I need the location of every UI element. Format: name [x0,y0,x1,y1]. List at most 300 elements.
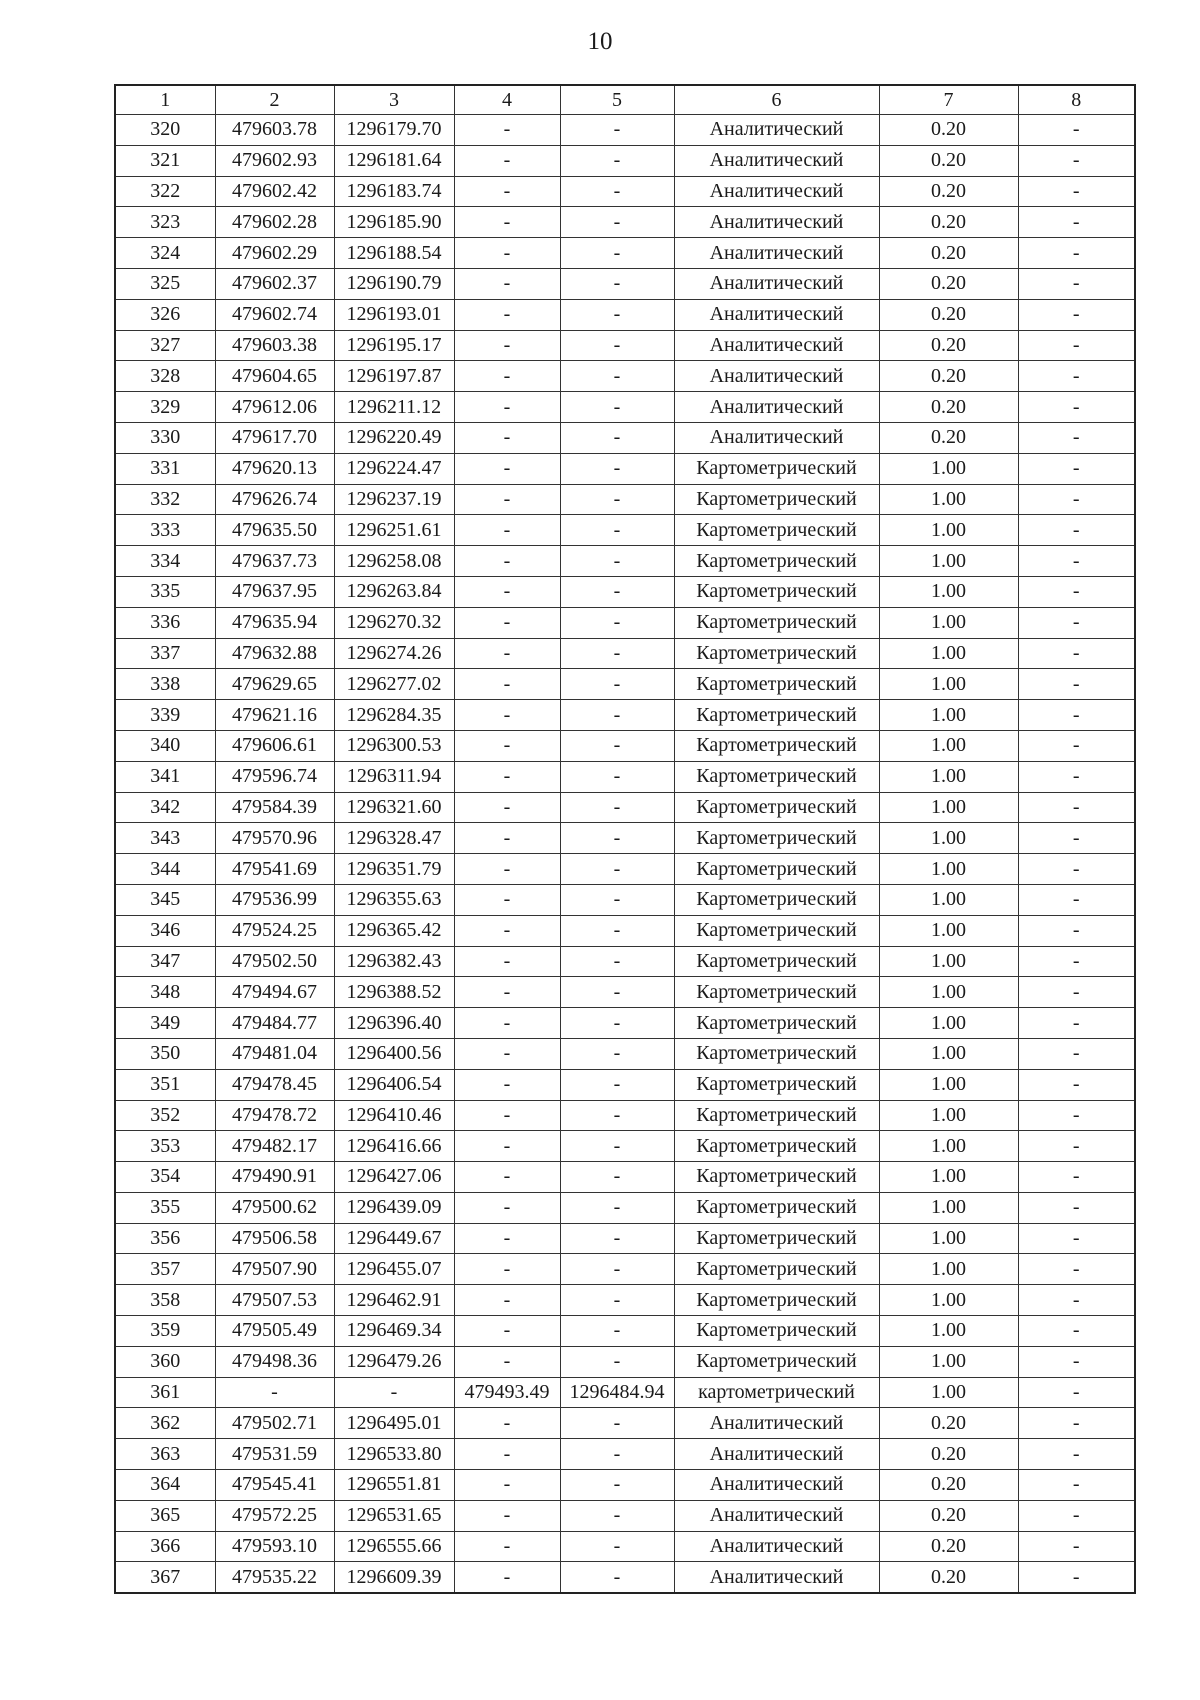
x-new-cell: - [454,1162,560,1193]
x-new-cell: - [454,1069,560,1100]
y-new-cell: - [560,1192,674,1223]
x-coordinate-cell: 479637.95 [215,576,334,607]
x-new-cell: - [454,823,560,854]
y-new-cell: - [560,700,674,731]
description-cell: - [1018,1531,1135,1562]
description-cell: - [1018,330,1135,361]
point-number-cell: 367 [115,1562,215,1593]
accuracy-cell: 1.00 [879,638,1018,669]
x-coordinate-cell: 479507.90 [215,1254,334,1285]
table-row [115,638,1135,669]
x-coordinate-cell: 479602.37 [215,268,334,299]
y-new-cell: - [560,823,674,854]
method-cell: Картометрический [674,453,879,484]
method-cell: картометрический [674,1377,879,1408]
point-number-cell: 347 [115,946,215,977]
method-cell: Аналитический [674,422,879,453]
accuracy-cell: 0.20 [879,1439,1018,1470]
x-new-cell: 479493.49 [454,1377,560,1408]
table-row [115,823,1135,854]
table-row [115,1377,1135,1408]
point-number-cell: 354 [115,1162,215,1193]
point-number-cell: 334 [115,546,215,577]
method-cell: Картометрический [674,761,879,792]
y-new-cell: - [560,884,674,915]
description-cell: - [1018,669,1135,700]
x-new-cell: - [454,884,560,915]
y-coordinate-cell: 1296427.06 [334,1162,454,1193]
table-row [115,207,1135,238]
x-new-cell: - [454,268,560,299]
description-cell: - [1018,946,1135,977]
x-new-cell: - [454,669,560,700]
point-number-cell: 353 [115,1131,215,1162]
y-coordinate-cell: 1296609.39 [334,1562,454,1593]
table-row [115,1346,1135,1377]
x-coordinate-cell: 479635.94 [215,607,334,638]
accuracy-cell: 1.00 [879,1100,1018,1131]
x-new-cell: - [454,1192,560,1223]
y-coordinate-cell: 1296351.79 [334,854,454,885]
method-cell: Картометрический [674,1131,879,1162]
accuracy-cell: 1.00 [879,453,1018,484]
y-coordinate-cell: 1296382.43 [334,946,454,977]
y-coordinate-cell: 1296193.01 [334,299,454,330]
description-cell: - [1018,453,1135,484]
table-row [115,1408,1135,1439]
x-new-cell: - [454,145,560,176]
y-coordinate-cell: 1296251.61 [334,515,454,546]
x-new-cell: - [454,700,560,731]
method-cell: Картометрический [674,1285,879,1316]
x-new-cell: - [454,1038,560,1069]
y-coordinate-cell: 1296185.90 [334,207,454,238]
description-cell: - [1018,1439,1135,1470]
description-cell: - [1018,207,1135,238]
x-new-cell: - [454,361,560,392]
y-new-cell: - [560,1069,674,1100]
description-cell: - [1018,115,1135,146]
y-new-cell: - [560,268,674,299]
method-cell: Аналитический [674,1408,879,1439]
y-coordinate-cell: 1296274.26 [334,638,454,669]
x-coordinate-cell: - [215,1377,334,1408]
accuracy-cell: 1.00 [879,700,1018,731]
y-new-cell: - [560,915,674,946]
accuracy-cell: 0.20 [879,330,1018,361]
y-new-cell: - [560,854,674,885]
coordinates-table [114,84,1136,1594]
y-coordinate-cell: 1296495.01 [334,1408,454,1439]
x-new-cell: - [454,730,560,761]
table-row [115,299,1135,330]
x-coordinate-cell: 479502.50 [215,946,334,977]
method-cell: Картометрический [674,700,879,731]
y-coordinate-cell: 1296284.35 [334,700,454,731]
description-cell: - [1018,1192,1135,1223]
method-cell: Аналитический [674,1562,879,1593]
method-cell: Картометрический [674,669,879,700]
y-coordinate-cell: 1296237.19 [334,484,454,515]
x-coordinate-cell: 479498.36 [215,1346,334,1377]
y-new-cell: - [560,299,674,330]
description-cell: - [1018,1254,1135,1285]
table-row [115,1162,1135,1193]
point-number-cell: 328 [115,361,215,392]
table-row [115,1100,1135,1131]
method-cell: Картометрический [674,1069,879,1100]
y-coordinate-cell: 1296224.47 [334,453,454,484]
x-coordinate-cell: 479524.25 [215,915,334,946]
accuracy-cell: 0.20 [879,145,1018,176]
point-number-cell: 342 [115,792,215,823]
table-row [115,361,1135,392]
y-new-cell: - [560,1285,674,1316]
method-cell: Аналитический [674,145,879,176]
point-number-cell: 362 [115,1408,215,1439]
table-row [115,792,1135,823]
description-cell: - [1018,1500,1135,1531]
point-number-cell: 331 [115,453,215,484]
y-coordinate-cell: 1296188.54 [334,238,454,269]
y-new-cell: 1296484.94 [560,1377,674,1408]
table-row [115,946,1135,977]
y-new-cell: - [560,176,674,207]
point-number-cell: 351 [115,1069,215,1100]
point-number-cell: 357 [115,1254,215,1285]
y-coordinate-cell: 1296365.42 [334,915,454,946]
x-coordinate-cell: 479626.74 [215,484,334,515]
y-new-cell: - [560,515,674,546]
x-coordinate-cell: 479545.41 [215,1470,334,1501]
y-new-cell: - [560,792,674,823]
x-new-cell: - [454,238,560,269]
description-cell: - [1018,145,1135,176]
description-cell: - [1018,546,1135,577]
point-number-cell: 338 [115,669,215,700]
description-cell: - [1018,792,1135,823]
x-new-cell: - [454,453,560,484]
point-number-cell: 325 [115,268,215,299]
table-row [115,884,1135,915]
accuracy-cell: 0.20 [879,422,1018,453]
accuracy-cell: 1.00 [879,669,1018,700]
x-new-cell: - [454,977,560,1008]
y-coordinate-cell: 1296195.17 [334,330,454,361]
x-new-cell: - [454,761,560,792]
accuracy-cell: 1.00 [879,730,1018,761]
x-coordinate-cell: 479602.42 [215,176,334,207]
y-new-cell: - [560,638,674,669]
y-coordinate-cell: 1296479.26 [334,1346,454,1377]
y-new-cell: - [560,1500,674,1531]
accuracy-cell: 0.20 [879,268,1018,299]
x-new-cell: - [454,1223,560,1254]
table-row [115,546,1135,577]
point-number-cell: 363 [115,1439,215,1470]
table-body [115,115,1135,1594]
page-number: 10 [587,28,613,55]
method-cell: Аналитический [674,176,879,207]
y-new-cell: - [560,145,674,176]
description-cell: - [1018,823,1135,854]
x-coordinate-cell: 479481.04 [215,1038,334,1069]
x-coordinate-cell: 479603.78 [215,115,334,146]
point-number-cell: 340 [115,730,215,761]
x-new-cell: - [454,1008,560,1039]
y-new-cell: - [560,977,674,1008]
point-number-cell: 322 [115,176,215,207]
method-cell: Картометрический [674,576,879,607]
accuracy-cell: 1.00 [879,1377,1018,1408]
x-coordinate-cell: 479621.16 [215,700,334,731]
point-number-cell: 321 [115,145,215,176]
table-row [115,1069,1135,1100]
x-new-cell: - [454,1131,560,1162]
point-number-cell: 356 [115,1223,215,1254]
y-new-cell: - [560,1346,674,1377]
accuracy-cell: 1.00 [879,792,1018,823]
x-new-cell: - [454,792,560,823]
method-cell: Аналитический [674,268,879,299]
y-new-cell: - [560,1254,674,1285]
point-number-cell: 333 [115,515,215,546]
accuracy-cell: 1.00 [879,1131,1018,1162]
method-cell: Картометрический [674,792,879,823]
x-new-cell: - [454,1346,560,1377]
point-number-cell: 329 [115,392,215,423]
x-coordinate-cell: 479593.10 [215,1531,334,1562]
x-coordinate-cell: 479478.45 [215,1069,334,1100]
method-cell: Картометрический [674,1192,879,1223]
description-cell: - [1018,1100,1135,1131]
method-cell: Аналитический [674,392,879,423]
accuracy-cell: 1.00 [879,915,1018,946]
y-coordinate-cell: 1296277.02 [334,669,454,700]
accuracy-cell: 1.00 [879,946,1018,977]
description-cell: - [1018,1069,1135,1100]
y-coordinate-cell: 1296190.79 [334,268,454,299]
y-coordinate-cell: 1296406.54 [334,1069,454,1100]
method-cell: Картометрический [674,1038,879,1069]
description-cell: - [1018,299,1135,330]
x-new-cell: - [454,330,560,361]
y-coordinate-cell: 1296396.40 [334,1008,454,1039]
table-row [115,669,1135,700]
x-coordinate-cell: 479606.61 [215,730,334,761]
x-new-cell: - [454,207,560,238]
y-coordinate-cell: 1296181.64 [334,145,454,176]
table-row [115,453,1135,484]
x-new-cell: - [454,854,560,885]
method-cell: Аналитический [674,1500,879,1531]
x-coordinate-cell: 479484.77 [215,1008,334,1039]
y-new-cell: - [560,361,674,392]
table-row [115,268,1135,299]
accuracy-cell: 1.00 [879,823,1018,854]
y-coordinate-cell: 1296449.67 [334,1223,454,1254]
description-cell: - [1018,1131,1135,1162]
point-number-cell: 366 [115,1531,215,1562]
table-row [115,238,1135,269]
y-new-cell: - [560,1100,674,1131]
accuracy-cell: 0.20 [879,115,1018,146]
x-coordinate-cell: 479572.25 [215,1500,334,1531]
y-coordinate-cell: 1296410.46 [334,1100,454,1131]
y-new-cell: - [560,1531,674,1562]
y-new-cell: - [560,1316,674,1347]
method-cell: Картометрический [674,1223,879,1254]
accuracy-cell: 1.00 [879,761,1018,792]
y-new-cell: - [560,1562,674,1593]
point-number-cell: 350 [115,1038,215,1069]
x-new-cell: - [454,115,560,146]
table-row [115,1192,1135,1223]
y-new-cell: - [560,392,674,423]
table-row [115,484,1135,515]
method-cell: Аналитический [674,238,879,269]
y-new-cell: - [560,484,674,515]
description-cell: - [1018,392,1135,423]
method-cell: Картометрический [674,484,879,515]
point-number-cell: 365 [115,1500,215,1531]
accuracy-cell: 1.00 [879,1192,1018,1223]
y-new-cell: - [560,1439,674,1470]
method-cell: Аналитический [674,1439,879,1470]
description-cell: - [1018,1162,1135,1193]
y-coordinate-cell: 1296531.65 [334,1500,454,1531]
x-new-cell: - [454,1408,560,1439]
x-new-cell: - [454,576,560,607]
x-new-cell: - [454,392,560,423]
y-new-cell: - [560,607,674,638]
point-number-cell: 345 [115,884,215,915]
description-cell: - [1018,884,1135,915]
y-new-cell: - [560,1008,674,1039]
table-row [115,1223,1135,1254]
table-row [115,915,1135,946]
method-cell: Картометрический [674,915,879,946]
accuracy-cell: 1.00 [879,515,1018,546]
x-new-cell: - [454,484,560,515]
column-header: 7 [879,85,1018,115]
x-coordinate-cell: 479500.62 [215,1192,334,1223]
point-number-cell: 343 [115,823,215,854]
point-number-cell: 326 [115,299,215,330]
y-coordinate-cell: 1296533.80 [334,1439,454,1470]
x-coordinate-cell: 479536.99 [215,884,334,915]
x-new-cell: - [454,1254,560,1285]
y-coordinate-cell: 1296300.53 [334,730,454,761]
table-row [115,422,1135,453]
accuracy-cell: 0.20 [879,1500,1018,1531]
table-row [115,1439,1135,1470]
x-coordinate-cell: 479632.88 [215,638,334,669]
description-cell: - [1018,1377,1135,1408]
point-number-cell: 361 [115,1377,215,1408]
description-cell: - [1018,638,1135,669]
table-row [115,392,1135,423]
accuracy-cell: 0.20 [879,392,1018,423]
accuracy-cell: 0.20 [879,1470,1018,1501]
table-row [115,607,1135,638]
description-cell: - [1018,361,1135,392]
x-coordinate-cell: 479482.17 [215,1131,334,1162]
y-coordinate-cell: 1296220.49 [334,422,454,453]
table-row [115,1531,1135,1562]
y-new-cell: - [560,1162,674,1193]
method-cell: Картометрический [674,1316,879,1347]
x-coordinate-cell: 479584.39 [215,792,334,823]
method-cell: Картометрический [674,823,879,854]
table-row [115,1131,1135,1162]
point-number-cell: 364 [115,1470,215,1501]
table-row [115,1562,1135,1593]
x-coordinate-cell: 479531.59 [215,1439,334,1470]
x-coordinate-cell: 479602.28 [215,207,334,238]
y-new-cell: - [560,1038,674,1069]
table-header-row [115,85,1135,115]
column-header: 2 [215,85,334,115]
point-number-cell: 359 [115,1316,215,1347]
table-row [115,761,1135,792]
x-new-cell: - [454,1285,560,1316]
point-number-cell: 346 [115,915,215,946]
x-coordinate-cell: 479602.29 [215,238,334,269]
y-coordinate-cell: 1296211.12 [334,392,454,423]
description-cell: - [1018,1408,1135,1439]
y-coordinate-cell: 1296197.87 [334,361,454,392]
method-cell: Картометрический [674,1254,879,1285]
x-new-cell: - [454,1531,560,1562]
x-coordinate-cell: 479603.38 [215,330,334,361]
method-cell: Аналитический [674,330,879,361]
accuracy-cell: 1.00 [879,977,1018,1008]
y-coordinate-cell: 1296555.66 [334,1531,454,1562]
x-new-cell: - [454,546,560,577]
y-new-cell: - [560,207,674,238]
method-cell: Аналитический [674,1531,879,1562]
description-cell: - [1018,607,1135,638]
x-coordinate-cell: 479604.65 [215,361,334,392]
y-coordinate-cell: 1296179.70 [334,115,454,146]
table-row [115,1038,1135,1069]
method-cell: Картометрический [674,1162,879,1193]
description-cell: - [1018,700,1135,731]
y-coordinate-cell: 1296270.32 [334,607,454,638]
description-cell: - [1018,915,1135,946]
x-coordinate-cell: 479635.50 [215,515,334,546]
point-number-cell: 360 [115,1346,215,1377]
description-cell: - [1018,238,1135,269]
accuracy-cell: 1.00 [879,546,1018,577]
x-coordinate-cell: 479507.53 [215,1285,334,1316]
x-coordinate-cell: 479541.69 [215,854,334,885]
y-new-cell: - [560,669,674,700]
accuracy-cell: 1.00 [879,854,1018,885]
method-cell: Картометрический [674,607,879,638]
y-new-cell: - [560,1408,674,1439]
table-row [115,1285,1135,1316]
column-header: 6 [674,85,879,115]
y-new-cell: - [560,546,674,577]
method-cell: Картометрический [674,977,879,1008]
table-row [115,1470,1135,1501]
method-cell: Картометрический [674,730,879,761]
method-cell: Картометрический [674,638,879,669]
y-coordinate-cell: 1296462.91 [334,1285,454,1316]
y-coordinate-cell: 1296439.09 [334,1192,454,1223]
